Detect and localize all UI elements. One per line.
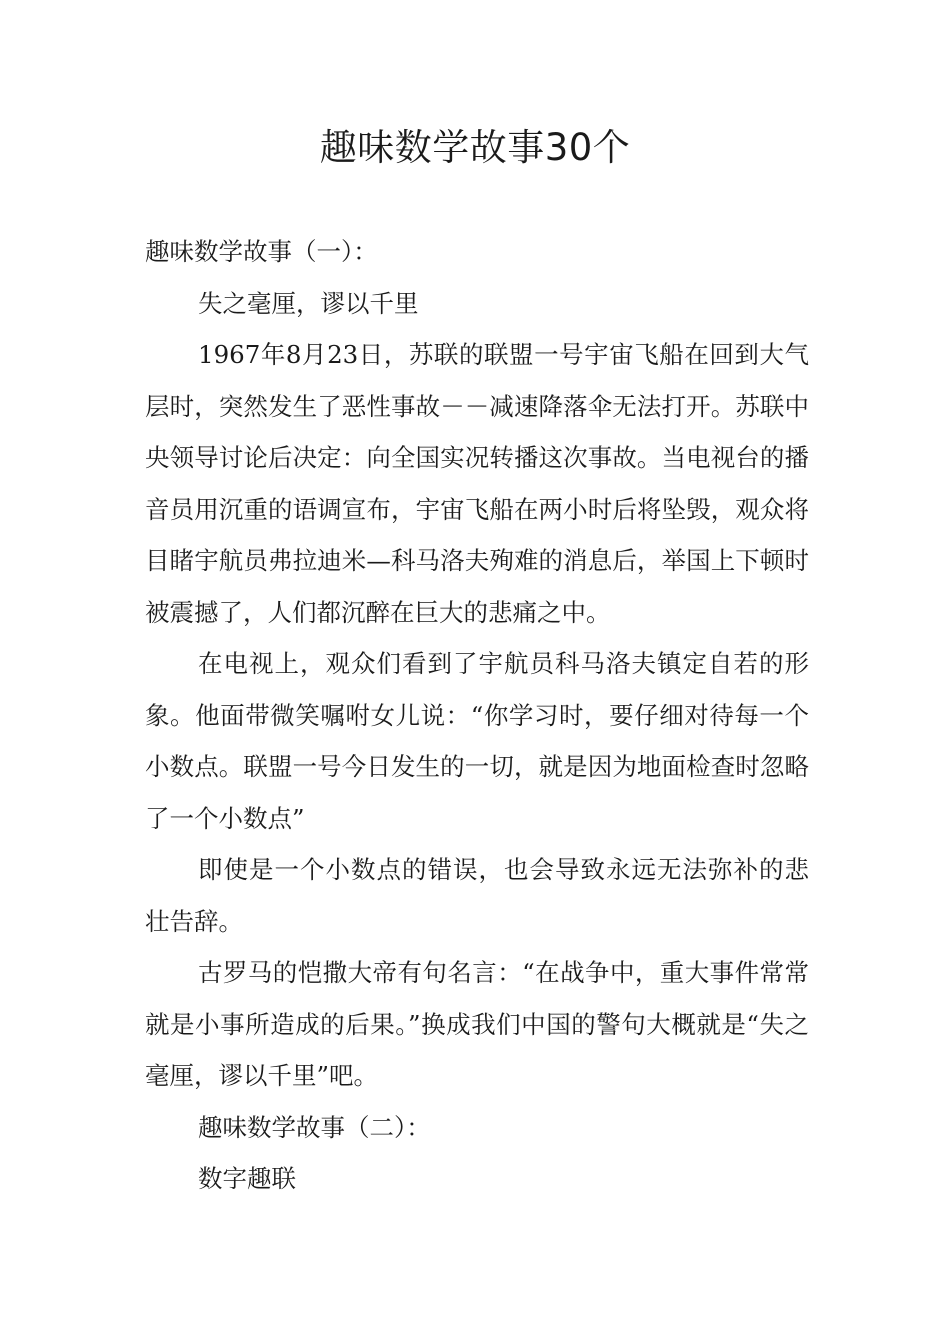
story1-paragraph-1: 1967年8月23日，苏联的联盟一号宇宙飞船在回到大气层时，突然发生了恶性事故－－减速降落伞无法打开。苏联中央领导讨论后决定：向全国实况转播这次事故。当电视台的播音员用沉重的语调宣布，宇宙飞船在两小时后将坠毁，观众将目睹宇航员弗拉迪米—科马洛夫殉难的消息后，举国上下顿时被震撼了，人们都沉醉在巨大的悲痛之中。 xyxy=(145,340,809,627)
story1-subtitle: 失之毫厘，谬以千里 xyxy=(198,288,419,318)
story2-heading: 趣味数学故事（二）： xyxy=(198,1112,431,1142)
document-title: 趣味数学故事30个 xyxy=(319,126,631,169)
story1-paragraph-4: 古罗马的恺撒大帝有句名言：“在战争中，重大事件常常就是小事所造成的后果。”换成我们中国的警句大概就是“失之毫厘，谬以千里”吧。 xyxy=(145,958,809,1090)
document-body xyxy=(145,226,809,1205)
story2-subtitle: 数字趣联 xyxy=(198,1164,296,1193)
story1-paragraph-2: 在电视上，观众们看到了宇航员科马洛夫镇定自若的形象。他面带微笑嘱咐女儿说：“你学习时，要仔细对待每一个小数点。联盟一号今日发生的一切，就是因为地面检查时忽略了一个小数点” xyxy=(145,649,809,833)
story1-paragraph-3: 即使是一个小数点的错误，也会导致永远无法弥补的悲壮告辞。 xyxy=(145,855,809,936)
story1-heading: 趣味数学故事（一）： xyxy=(145,237,378,266)
